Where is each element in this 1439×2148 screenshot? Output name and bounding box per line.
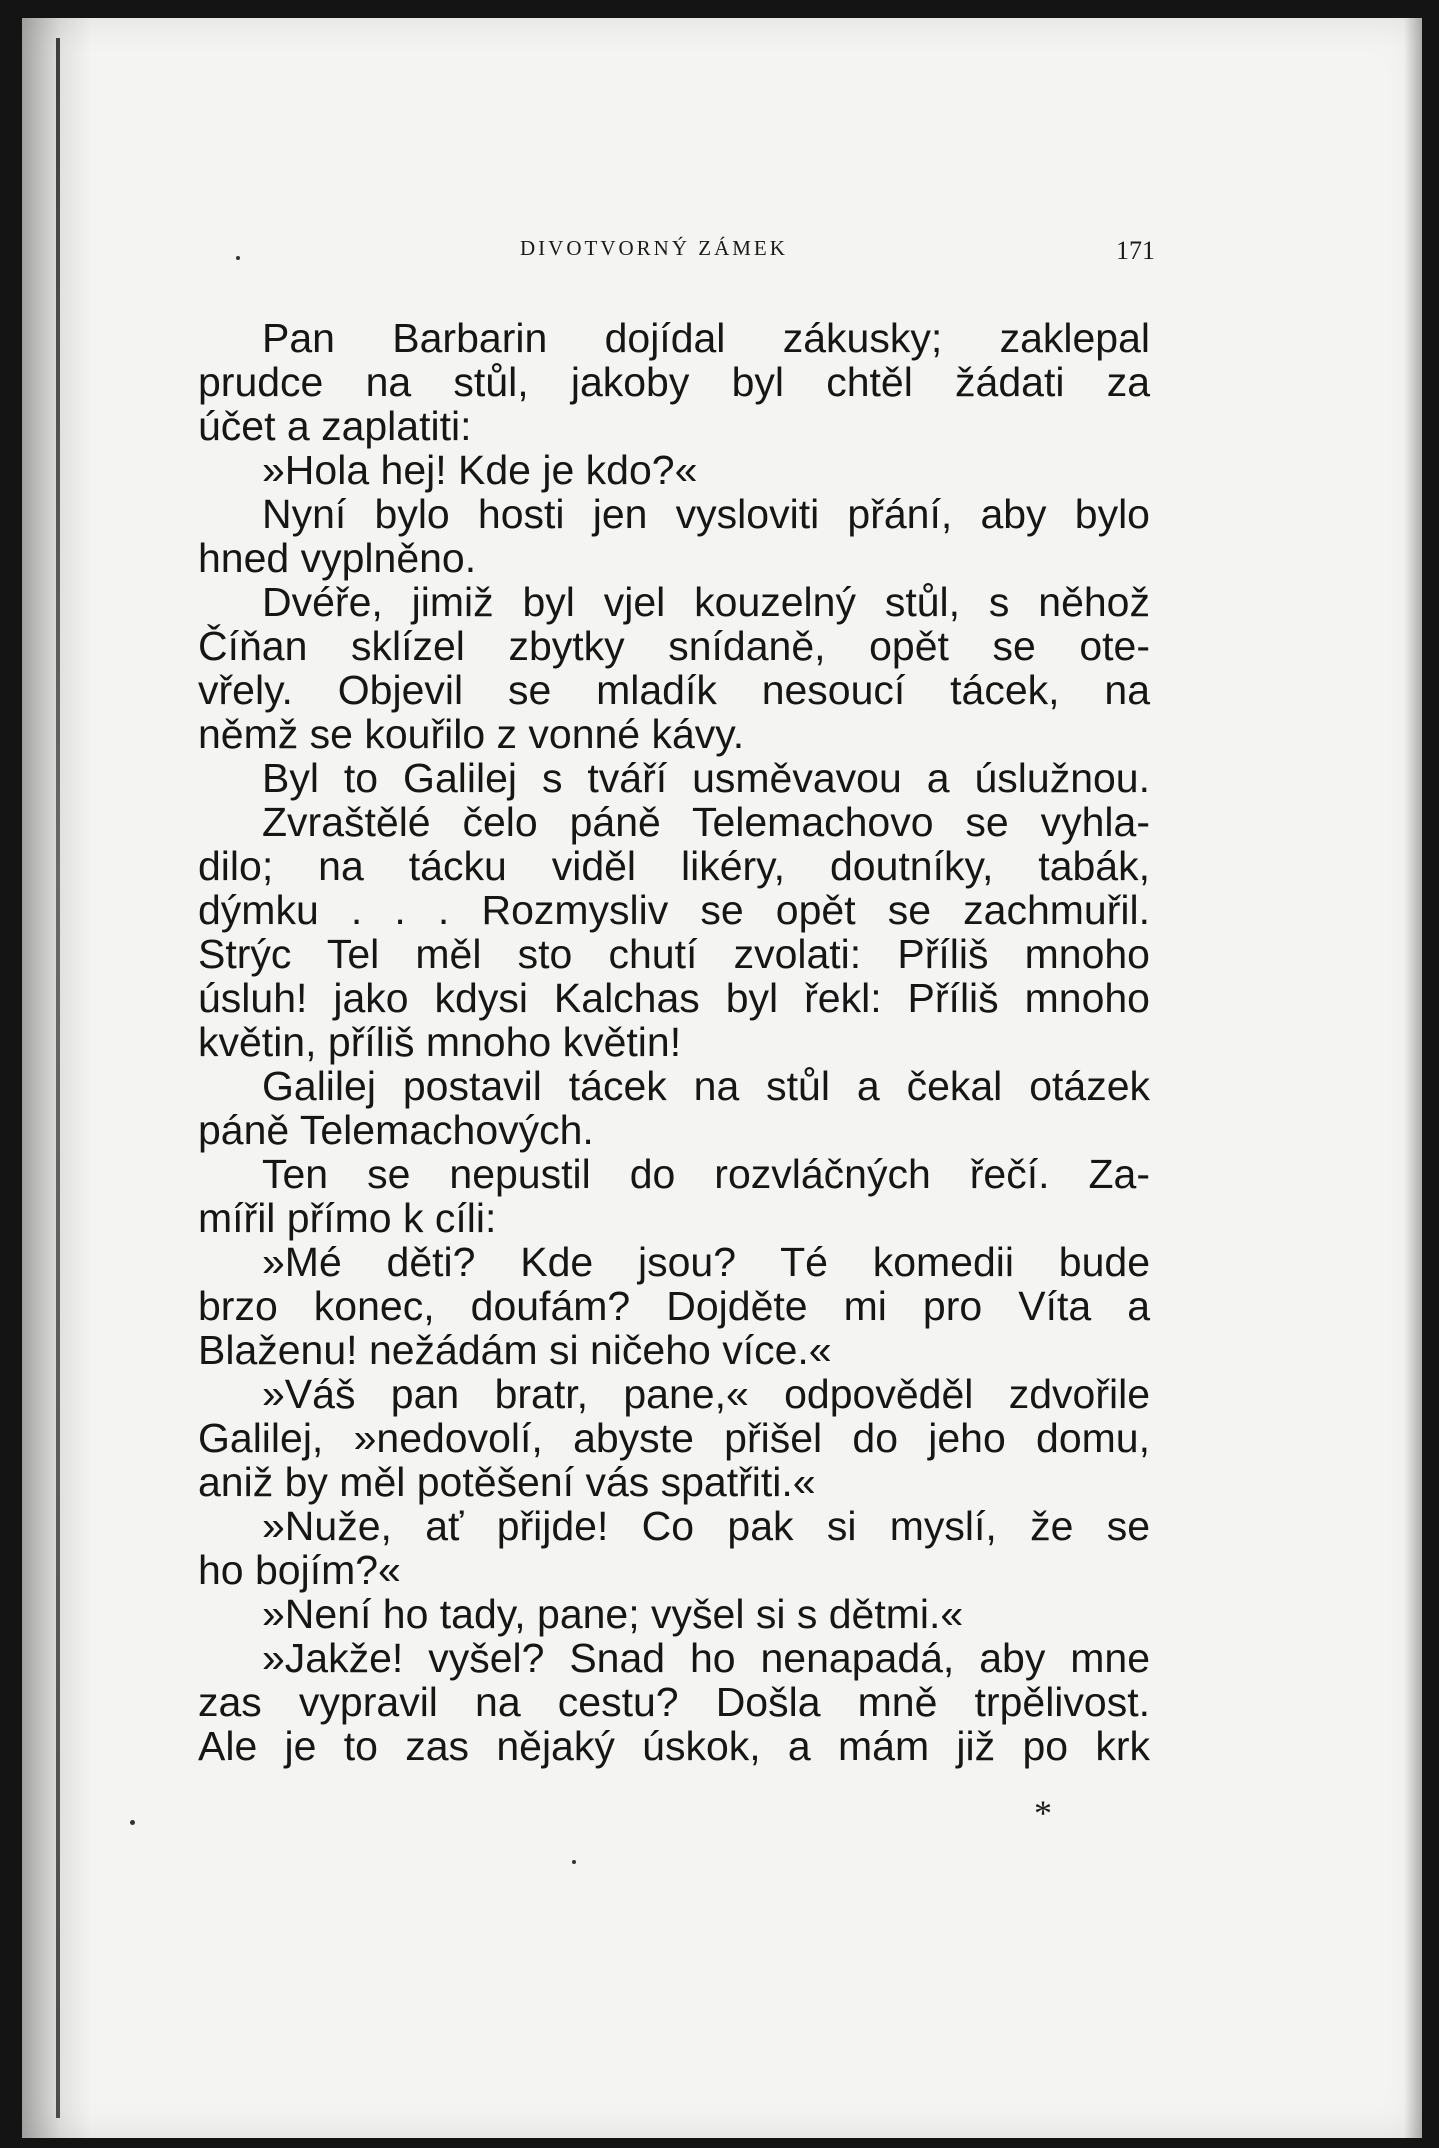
text-line: »Nuže, ať přijde! Co pak si myslí, že se <box>262 1503 1150 1549</box>
print-speck <box>572 1860 576 1864</box>
running-title: DIVOTVORNÝ ZÁMEK <box>520 236 788 260</box>
text-line: »Mé děti? Kde jsou? Té komedii bude <box>262 1239 1150 1285</box>
text-line: účet a zaplatiti: <box>198 403 472 449</box>
text-line: Ale je to zas nějaký úskok, a mám již po krk <box>198 1723 1150 1769</box>
text-line: Nyní bylo hosti jen vysloviti přání, aby bylo <box>262 491 1150 537</box>
text-line: Strýc Tel měl sto chutí zvolati: Příliš mnoho <box>198 931 1150 977</box>
signature-mark: * <box>1034 1793 1052 1833</box>
text-line: »Hola hej! Kde je kdo?« <box>262 447 698 493</box>
text-line: Blaženu! nežádám si ničeho více.« <box>198 1327 832 1373</box>
text-line: aniž by měl potěšení vás spatřiti.« <box>198 1459 816 1505</box>
text-line: Číňan sklízel zbytky snídaně, opět se ote- <box>198 623 1150 669</box>
text-line: dilo; na tácku viděl likéry, doutníky, tabák, <box>198 843 1150 889</box>
page-edge-shadow <box>1404 18 1422 2138</box>
text-line: vřely. Objevil se mladík nesoucí tácek, na <box>198 667 1150 713</box>
text-line: prudce na stůl, jakoby byl chtěl žádati za <box>198 359 1150 405</box>
print-speck <box>236 256 240 260</box>
text-line: Galilej postavil tácek na stůl a čekal otázek <box>262 1063 1150 1109</box>
text-line: brzo konec, doufám? Dojděte mi pro Víta a <box>198 1283 1150 1329</box>
text-line: Galilej, »nedovolí, abyste přišel do jeho domu, <box>198 1415 1150 1461</box>
text-line: »Jakže! vyšel? Snad ho nenapadá, aby mne <box>262 1635 1150 1681</box>
page-number: 171 <box>1116 236 1155 265</box>
text-line: Ten se nepustil do rozvláčných řečí. Za- <box>262 1151 1150 1197</box>
text-line: mířil přímo k cíli: <box>198 1195 497 1241</box>
text-line: hned vyplněno. <box>198 535 477 581</box>
text-line: ho bojím?« <box>198 1547 401 1593</box>
binding-edge <box>56 38 60 2118</box>
text-line: zas vypravil na cestu? Došla mně trpělivost. <box>198 1679 1150 1725</box>
text-line: němž se kouřilo z vonné kávy. <box>198 711 745 757</box>
text-line: Dvéře, jimiž byl vjel kouzelný stůl, s něhož <box>262 579 1150 625</box>
text-line: květin, příliš mnoho květin! <box>198 1019 682 1065</box>
text-line: dýmku . . . Rozmysliv se opět se zachmuřil. <box>198 887 1150 933</box>
print-speck <box>130 1820 135 1825</box>
body-text <box>198 316 1150 1768</box>
text-line: Byl to Galilej s tváří usměvavou a úslužnou. <box>262 755 1150 801</box>
text-line: »Váš pan bratr, pane,« odpověděl zdvořile <box>262 1371 1150 1417</box>
text-line: Pan Barbarin dojídal zákusky; zaklepal <box>262 315 1150 361</box>
text-line: »Není ho tady, pane; vyšel si s dětmi.« <box>262 1591 964 1637</box>
text-line: Zvraštělé čelo páně Telemachovo se vyhla- <box>262 799 1150 845</box>
text-line: páně Telemachových. <box>198 1107 594 1153</box>
text-line: úsluh! jako kdysi Kalchas byl řekl: Příliš mnoho <box>198 975 1150 1021</box>
